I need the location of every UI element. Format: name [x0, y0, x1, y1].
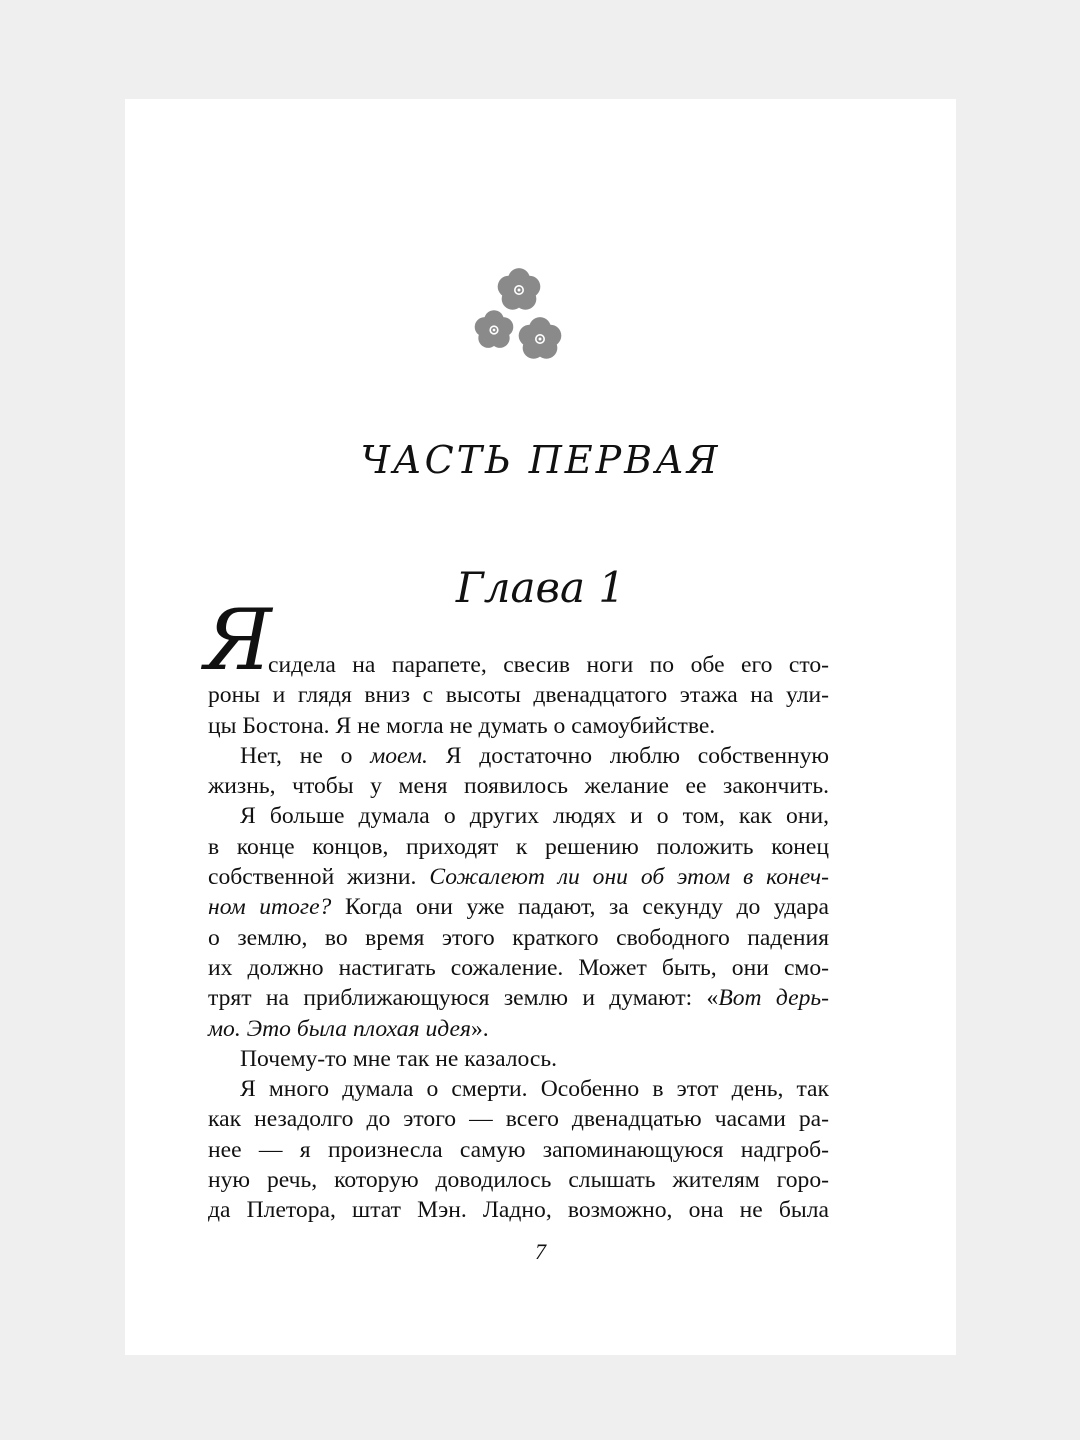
text-line: да Плетора, штат Мэн. Ладно, возможно, она не была	[208, 1197, 829, 1224]
text-line	[208, 862, 829, 892]
text-line	[208, 983, 829, 1013]
text-span: Я достаточно люблю собственную	[427, 742, 829, 769]
chapter-body	[204, 591, 829, 1226]
page-number: 7	[535, 1239, 546, 1264]
text-span: ».	[470, 1015, 489, 1042]
text-line: их должно настигать сожаление. Может быть, они смо-	[208, 954, 829, 981]
chapter-title: Глава 1	[455, 563, 626, 612]
text-line: сидела на парапете, свесив ноги по обе его сто-	[268, 652, 829, 678]
text-line	[208, 741, 829, 771]
emphasis: моем.	[370, 742, 428, 769]
text-line: цы Бостона. Я не могла не думать о самоубийстве.	[208, 712, 716, 739]
flower-icon	[519, 317, 562, 359]
text-span: собственной жизни.	[208, 864, 430, 891]
text-span: трят на приближающуюся землю и думают: «	[208, 985, 719, 1012]
text-line: жизнь, чтобы у меня появилось желание ее закончить.	[208, 773, 829, 800]
text-line: Я много думала о смерти. Особенно в этот день, так	[240, 1076, 829, 1103]
flower-icon	[475, 310, 514, 348]
emphasis: Вот дерь-	[718, 985, 829, 1012]
text-line: Я больше думала о других людях и о том, как они,	[240, 803, 829, 830]
text-line: Почему-то мне так не казалось.	[240, 1045, 558, 1072]
part-title: ЧАСТЬ ПЕРВАЯ	[360, 438, 721, 482]
text-line	[208, 892, 829, 922]
text-line: ную речь, которую доводилось слышать жителям горо-	[208, 1167, 829, 1194]
emphasis: мо. Это была плохая идея	[208, 1015, 471, 1042]
text-line: роны и глядя вниз с высоты двенадцатого этажа на ули-	[208, 682, 829, 709]
text-span: Нет, не о	[240, 742, 371, 769]
text-line: о землю, во время этого краткого свободного падения	[208, 924, 829, 951]
text-line: в конце концов, приходят к решению положить конец	[208, 833, 829, 860]
flower-cluster-icon	[468, 262, 568, 366]
emphasis: ном итоге?	[208, 894, 332, 921]
emphasis: Сожалеют ли они об этом в конеч-	[429, 864, 829, 891]
text-line	[208, 1014, 829, 1044]
text-line: как незадолго до этого — всего двенадцатью часами ра-	[208, 1106, 829, 1133]
drop-cap: Я	[204, 591, 272, 689]
text-line: нее — я произнесла самую запоминающуюся надгроб-	[208, 1136, 829, 1163]
flower-icon	[498, 268, 541, 310]
text-span: Когда они уже падают, за секунду до удара	[331, 894, 829, 921]
